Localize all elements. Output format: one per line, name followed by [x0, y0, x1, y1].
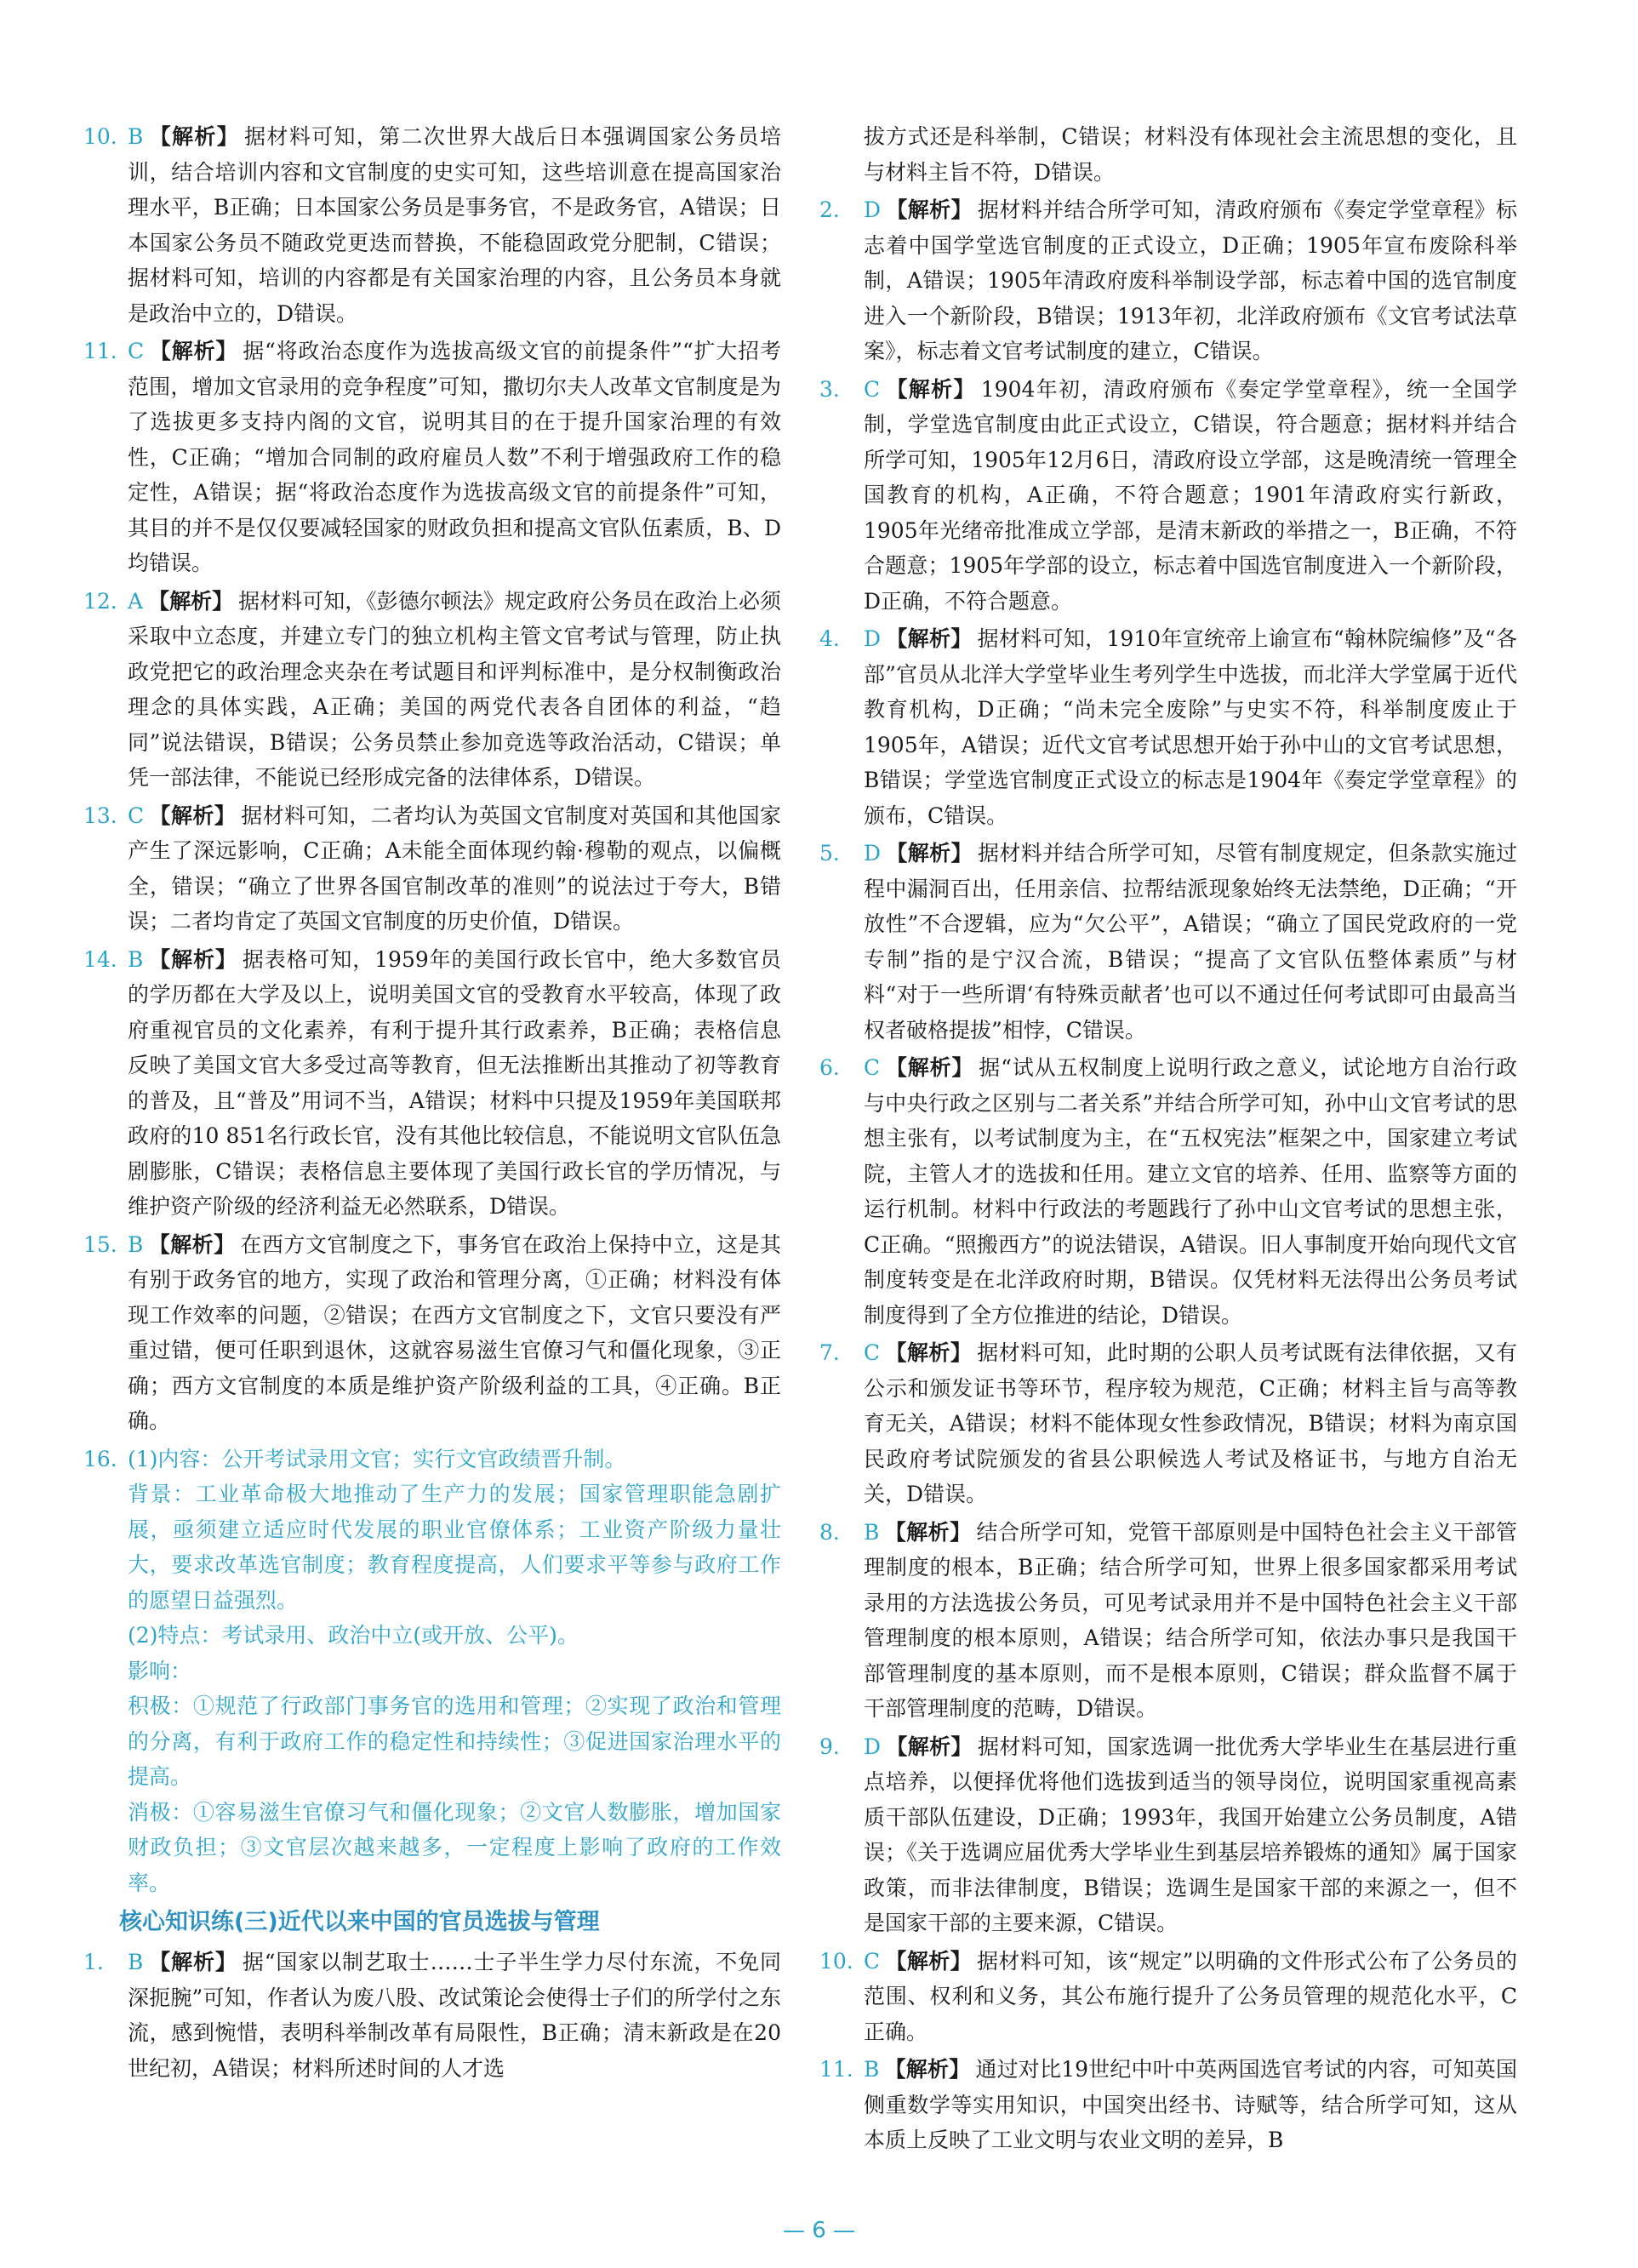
answer-item [819, 621, 1517, 833]
answer-letter: C [864, 1055, 881, 1080]
question-number: 13. [83, 803, 117, 828]
analysis-tag: 【解析】 [148, 946, 237, 972]
answer-letter: B [128, 946, 144, 972]
question-number: 12. [83, 588, 117, 614]
analysis-text: 据材料可知，二者均认为英国文官制度对英国和其他国家产生了深远影响，C正确；A未能全面体现约翰·穆勒的观点，以偏概全，错误；“确立了世界各国官制改革的准则”的说法过于夸大，B错误；二者均肯定了英国文官制度的历史价值，D错误。 [128, 803, 781, 934]
question-number: 6. [819, 1055, 840, 1080]
answer-letter: C [128, 803, 145, 828]
question-number: 7. [819, 1340, 840, 1365]
question-number: 9. [819, 1734, 840, 1759]
analysis-tag: 【解析】 [885, 376, 976, 402]
answer-item [819, 1050, 1517, 1333]
q16-background: 背景：工业革命极大地推动了生产力的发展；国家管理职能急剧扩展，亟须建立适应时代发展的职业官僚体系；工业资产阶级力量壮大，要求改革选官制度；教育程度提高，人们要求平等参与政府工作的愿望日益强烈。 [128, 1482, 781, 1613]
answer-item [819, 836, 1517, 1048]
analysis-tag: 【解析】 [886, 1734, 973, 1759]
analysis-tag: 【解析】 [149, 339, 238, 363]
analysis-tag: 【解析】 [149, 803, 237, 828]
analysis-tag: 【解析】 [885, 1948, 973, 1974]
analysis-text: 据材料可知，《彭德尔顿法》规定政府公务员在政治上必须采取中立态度，并建立专门的独立机构主管文官考试与管理，防止执政党把它的政治理念夹杂在考试题目和评判标准中，是分权制衡政治理念的具体实践，A正确；美国的两党代表各自团体的利益，“趋同”说法错误，B错误；公务员禁止参加竞选等政治活动，C错误；单凭一部法律，不能说已经形成完备的法律体系，D错误。 [128, 588, 781, 790]
answer-letter: C [864, 1340, 881, 1365]
answer-letter: B [864, 2057, 880, 2082]
question-number: 8. [819, 1519, 840, 1545]
answer-letter: C [128, 339, 145, 363]
continued-text: 拔方式还是科举制，C错误；材料没有体现社会主流思想的变化，且与材料主旨不符，D错误。 [864, 124, 1517, 185]
answer-letter: D [864, 197, 882, 222]
analysis-tag: 【解析】 [148, 588, 234, 614]
analysis-tag: 【解析】 [148, 124, 240, 149]
analysis-text: 据“将政治态度作为选拔高级文官的前提条件”“扩大招考范围，增加文官录用的竞争程度”可知，撒切尔夫人改革文官制度是为了选拔更多支持内阁的文官，说明其目的在于提升国家治理的有效性，C正确；“增加合同制的政府雇员人数”不利于增强政府工作的稳定性，A错误；据“将政治态度作为选拔高级文官的前提条件”可知，其目的并不是仅仅要减轻国家的财政负担和提高文官队伍素质，B、D均错误。 [128, 339, 781, 575]
question-number: 3. [819, 376, 840, 402]
analysis-text: 在西方文官制度之下，事务官在政治上保持中立，这是其有别于政务官的地方，实现了政治和管理分离，①正确；材料没有体现工作效率的问题，②错误；在西方文官制度之下，文官只要没有严重过错，便可任职到退休，这就容易滋生官僚习气和僵化现象，③正确；西方文官制度的本质是维护资产阶级利益的工具，④正确。B正确。 [128, 1231, 781, 1433]
analysis-tag: 【解析】 [885, 1055, 974, 1080]
question-number: 10. [819, 1948, 853, 1974]
analysis-tag: 【解析】 [885, 1340, 973, 1365]
right-column [819, 119, 1517, 2161]
analysis-tag: 【解析】 [886, 841, 973, 865]
answer-item [819, 1944, 1517, 2050]
answer-item-16 [83, 1442, 781, 1901]
answer-item [819, 372, 1517, 620]
question-number: 11. [819, 2057, 853, 2082]
analysis-tag: 【解析】 [148, 1950, 237, 1974]
answer-letter: C [864, 376, 881, 402]
answer-letter: C [864, 1948, 881, 1974]
answer-letter: B [864, 1519, 880, 1545]
answer-item [83, 119, 781, 331]
page-number: — 6 — [782, 2218, 856, 2243]
analysis-text: 结合所学可知，党管干部原则是中国特色社会主义干部管理制度的根本，B正确；结合所学可知，世界上很多国家都采用考试录用的方法选拔公务员，可见考试录用并不是中国特色社会主义干部管理制度的根本原则，A错误；结合所学可知，依法办事只是我国干部管理制度的基本原则，而不是根本原则，C错误；群众监督不属于干部管理制度的范畴，D错误。 [864, 1519, 1517, 1721]
analysis-text: 通过对比19世纪中叶中英两国选官考试的内容，可知英国侧重数学等实用知识，中国突出经书、诗赋等，结合所学可知，这从本质上反映了工业文明与农业文明的差异，B [864, 2057, 1517, 2152]
question-number: 14. [83, 946, 117, 972]
question-number: 11. [83, 339, 117, 363]
section-title: 核心知识练(三)近代以来中国的官员选拔与管理 [119, 1909, 600, 1935]
question-number: 15. [83, 1231, 117, 1257]
q16-positive: 积极：①规范了行政部门事务官的选用和管理；②实现了政治和管理的分离，有利于政府工作的稳定性和持续性；③促进国家治理水平的提高。 [128, 1694, 781, 1789]
answer-item [819, 2052, 1517, 2158]
answer-item [819, 1515, 1517, 1727]
analysis-text: 据“国家以制艺取士……士子半生学力尽付东流，不免同深扼腕”可知，作者认为废八股、改试策论会使得士子们的所学付之东流，感到惋惜，表明科举制改革有局限性，B正确；清末新政是在20世纪初，A错误；材料所述时间的人才选 [128, 1950, 781, 2081]
answer-item [83, 1945, 781, 2086]
answer-item [83, 1227, 781, 1439]
analysis-text: 据材料可知，国家选调一批优秀大学毕业生在基层进行重点培养，以便择优将他们选拔到适当的领导岗位，说明国家重视高素质干部队伍建设，D正确；1993年，我国开始建立公务员制度，A错误；《关于选调应届优秀大学毕业生到基层培养锻炼的通知》属于国家政策，而非法律制度，B错误；选调生是国家干部的来源之一，但不是国家干部的主要来源，C错误。 [864, 1734, 1517, 1935]
analysis-tag: 【解析】 [884, 2057, 971, 2082]
question-number: 10. [83, 124, 117, 149]
q16-features: (2)特点：考试录用、政治中立(或开放、公平)。 [128, 1623, 579, 1648]
answer-letter: D [864, 626, 882, 651]
analysis-tag: 【解析】 [148, 1231, 236, 1257]
q16-impact-label: 影响： [128, 1658, 192, 1683]
left-column [83, 119, 781, 2088]
answer-letter: D [864, 1734, 882, 1759]
answer-item [83, 584, 781, 796]
answer-letter: B [128, 124, 144, 149]
answer-letter: A [128, 588, 144, 614]
q16-content: (1)内容：公开考试录用文官；实行文官政绩晋升制。 [128, 1446, 626, 1471]
analysis-text: 据材料并结合所学可知，尽管有制度规定，但条款实施过程中漏洞百出，任用亲信、拉帮结派现象始终无法禁绝，D正确；“开放性”不合逻辑，应为“欠公平”，A错误；“确立了国民党政府的一党专制”指的是宁汉合流，B错误；“提高了文官队伍整体素质”与材料“对于一些所谓‘有特殊贡献者’也可以不通过任何考试即可由最高当权者破格提拔”相悖，C错误。 [864, 841, 1517, 1043]
answer-letter: B [128, 1950, 144, 1974]
answer-item [83, 798, 781, 940]
answer-letter: B [128, 1231, 144, 1257]
answer-item [83, 942, 781, 1225]
answer-item [819, 1335, 1517, 1512]
analysis-text: 据材料可知，此时期的公职人员考试既有法律依据，又有公示和颁发证书等环节，程序较为规范，C正确；材料主旨与高等教育无关，A错误；材料不能体现女性参政情况，B错误；材料为南京国民政府考试院颁发的省县公职候选人考试及格证书，与地方自治无关，D错误。 [864, 1340, 1517, 1506]
q16-negative: 消极：①容易滋生官僚习气和僵化现象；②文官人数膨胀，增加国家财政负担；③文官层次越来越多，一定程度上影响了政府的工作效率。 [128, 1799, 781, 1895]
answer-item [819, 1729, 1517, 1941]
analysis-tag: 【解析】 [886, 626, 973, 651]
analysis-text: 据材料并结合所学可知，清政府颁布《奏定学堂章程》标志着中国学堂选官制度的正式设立，D正确；1905年宣布废除科举制，A错误；1905年清政府废科举制设学部，标志着中国的选官制度进入一个新阶段，B错误；1913年初，北洋政府颁布《文官考试法草案》，标志着文官考试制度的建立，C错误。 [864, 197, 1517, 363]
question-number: 2. [819, 197, 840, 222]
question-number: 5. [819, 841, 840, 865]
question-number: 4. [819, 626, 840, 651]
analysis-text: 据材料可知，该“规定”以明确的文件形式公布了公务员的范围、权利和义务，其公布施行提升了公务员管理的规范化水平，C正确。 [864, 1948, 1517, 2044]
analysis-text: 据表格可知，1959年的美国行政长官中，绝大多数官员的学历都在大学及以上，说明美国文官的受教育水平较高，体现了政府重视官员的文化素养，有利于提升其行政素养，B正确；表格信息反映了美国文官大多受过高等教育，但无法推断出其推动了初等教育的普及，且“普及”用词不当，A错误；材料中只提及1959年美国联邦政府的10 851名行政长官，没有其他比较信息，不能说明文官队伍急剧膨胀，C错误；表格信息主要体现了美国行政长官的学历情况，与维护资产阶级的经济利益无必然联系，D错误。 [128, 946, 781, 1219]
answer-item [819, 192, 1517, 369]
answer-item [83, 334, 781, 581]
analysis-text: 据材料可知，1910年宣统帝上谕宣布“翰林院编修”及“各部”官员从北洋大学堂毕业生考列学生中选拔，而北洋大学堂属于近代教育机构，D正确；“尚未完全废除”与史实不符，科举制度废止于1905年，A错误；近代文官考试思想开始于孙中山的文官考试思想，B错误；学堂选官制度正式设立的标志是1904年《奏定学堂章程》的颁布，C错误。 [864, 626, 1517, 828]
analysis-text: 据材料可知，第二次世界大战后日本强调国家公务员培训，结合培训内容和文官制度的史实可知，这些培训意在提高国家治理水平，B正确；日本国家公务员是事务官，不是政务官，A错误；日本国家公务员不随政党更迭而替换，不能稳固政党分肥制，C错误；据材料可知，培训的内容都是有关国家治理的内容，且公务员本身就是政治中立的，D错误。 [128, 124, 781, 326]
analysis-tag: 【解析】 [884, 1519, 972, 1545]
answer-letter: D [864, 841, 882, 865]
question-number: 1. [83, 1950, 104, 1974]
question-number: 16. [83, 1446, 117, 1471]
analysis-text: 1904年初，清政府颁布《奏定学堂章程》，统一全国学制，学堂选官制度由此正式设立，C错误，符合题意；据材料并结合所学可知，1905年12月6日，清政府设立学部，这是晚清统一管理全国教育的机构，A正确，不符合题意；1901年清政府实行新政，1905年光绪帝批准成立学部，是清末新政的举措之一，B正确，不符合题意；1905年学部的设立，标志着中国选官制度进入一个新阶段，D正确，不符合题意。 [864, 376, 1517, 614]
analysis-tag: 【解析】 [886, 197, 973, 222]
analysis-text: 据“试从五权制度上说明行政之意义，试论地方自治行政与中央行政之区别与二者关系”并结合所学可知，孙中山文官考试的思想主张有，以考试制度为主，在“五权宪法”框架之中，国家建立考试院，主管人才的选拔和任用。建立文官的培养、任用、监察等方面的运行机制。材料中行政法的考题践行了孙中山文官考试的思想主张，C正确。“照搬西方”的说法错误，A错误。旧人事制度开始向现代文官制度转变是在北洋政府时期，B错误。仅凭材料无法得出公务员考试制度得到了全方位推进的结论，D错误。 [864, 1055, 1517, 1328]
